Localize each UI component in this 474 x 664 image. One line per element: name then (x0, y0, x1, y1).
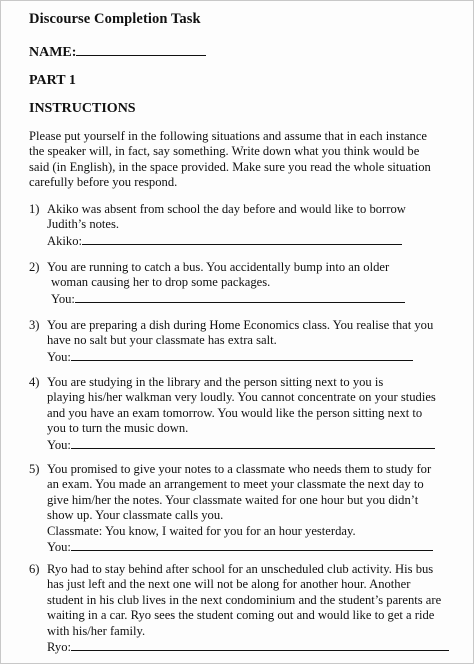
response-blank[interactable] (71, 349, 413, 361)
item-text-line: Akiko was absent from school the day before and would like to borrow (47, 202, 406, 216)
speaker-label: Akiko: (47, 233, 82, 248)
part-heading: PART 1 (29, 73, 76, 88)
response-blank[interactable] (71, 437, 435, 449)
instructions-line: Please put yourself in the following situations and assume that in each instance (29, 129, 428, 143)
item-number: 2) (29, 260, 40, 274)
situation-item-6 (29, 562, 461, 655)
item-text-line: student in his club lives in the next condominium and the student’s parents are (47, 592, 442, 607)
response-blank[interactable] (82, 233, 402, 245)
situation-item-2 (29, 260, 461, 307)
item-number: 3) (29, 318, 40, 332)
item-text-line: playing his/her walkman very loudly. You cannot concentrate on your studies (47, 390, 436, 405)
situation-item-3 (29, 318, 461, 365)
item-text-line: waiting in a car. Ryo sees the student coming out and would like to get a ride (47, 608, 435, 623)
item-text-line: and you have an exam tomorrow. You would like the person sitting next to (47, 405, 423, 420)
item-text-line: have no salt but your classmate has extra salt. (47, 333, 277, 348)
situation-item-1 (29, 202, 461, 249)
response-row (47, 349, 461, 365)
item-text-line: an exam. You made an arrangement to meet your classmate the next day to (47, 477, 424, 492)
item-number: 4) (29, 375, 40, 389)
name-field[interactable] (29, 43, 206, 61)
instructions-line: said (in English), in the space provided. Make sure you read the whole situation (29, 159, 431, 174)
item-text-line: Judith’s notes. (47, 217, 120, 232)
response-blank[interactable] (71, 539, 433, 551)
item-text-line: You are running to catch a bus. You accidentally bump into an older (47, 260, 390, 274)
name-blank[interactable] (76, 43, 206, 56)
response-row (47, 437, 461, 453)
response-blank[interactable] (71, 639, 449, 651)
speaker-label: You: (47, 540, 71, 555)
classmate-line: Classmate: You know, I waited for you for an hour yesterday. (47, 523, 356, 538)
speaker-label: Ryo: (47, 640, 71, 655)
item-text-line: You are studying in the library and the person sitting next to you is (47, 375, 384, 389)
instructions-text (29, 129, 459, 191)
response-blank[interactable] (75, 291, 405, 303)
item-text-line: you to turn the music down. (47, 421, 189, 436)
item-text-line: show up. Your classmate calls you. (47, 508, 224, 523)
item-text-line: woman causing her to drop some packages. (51, 275, 271, 290)
item-number: 1) (29, 202, 40, 216)
item-text-line: You are preparing a dish during Home Economics class. You realise that you (47, 318, 434, 332)
item-text-line: give him/her the notes. Your classmate waited for one hour but you didn’t (47, 492, 419, 507)
response-row (47, 539, 461, 555)
page-title: Discourse Completion Task (29, 11, 201, 27)
situation-item-5 (29, 462, 461, 555)
item-text-line: has just left and the next one will not be along for another hour. Another (47, 577, 411, 592)
item-text-line: with his/her family. (47, 623, 146, 638)
situation-item-4 (29, 375, 461, 453)
item-number: 5) (29, 462, 40, 476)
response-row (47, 291, 461, 307)
speaker-label: You: (47, 437, 71, 452)
item-text-line: You promised to give your notes to a classmate who needs them to study for (47, 462, 432, 476)
item-number: 6) (29, 562, 40, 576)
instructions-line: the speaker will, in fact, say something. Write down what you think would be (29, 144, 420, 159)
speaker-label: You: (51, 291, 75, 306)
name-label: NAME: (29, 45, 77, 60)
response-row (47, 233, 461, 249)
speaker-label: You: (47, 349, 71, 364)
response-row (47, 639, 461, 655)
instructions-heading: INSTRUCTIONS (29, 101, 136, 116)
instructions-line: carefully before you respond. (29, 175, 178, 190)
item-text-line: Ryo had to stay behind after school for an unscheduled club activity. His bus (47, 562, 434, 576)
